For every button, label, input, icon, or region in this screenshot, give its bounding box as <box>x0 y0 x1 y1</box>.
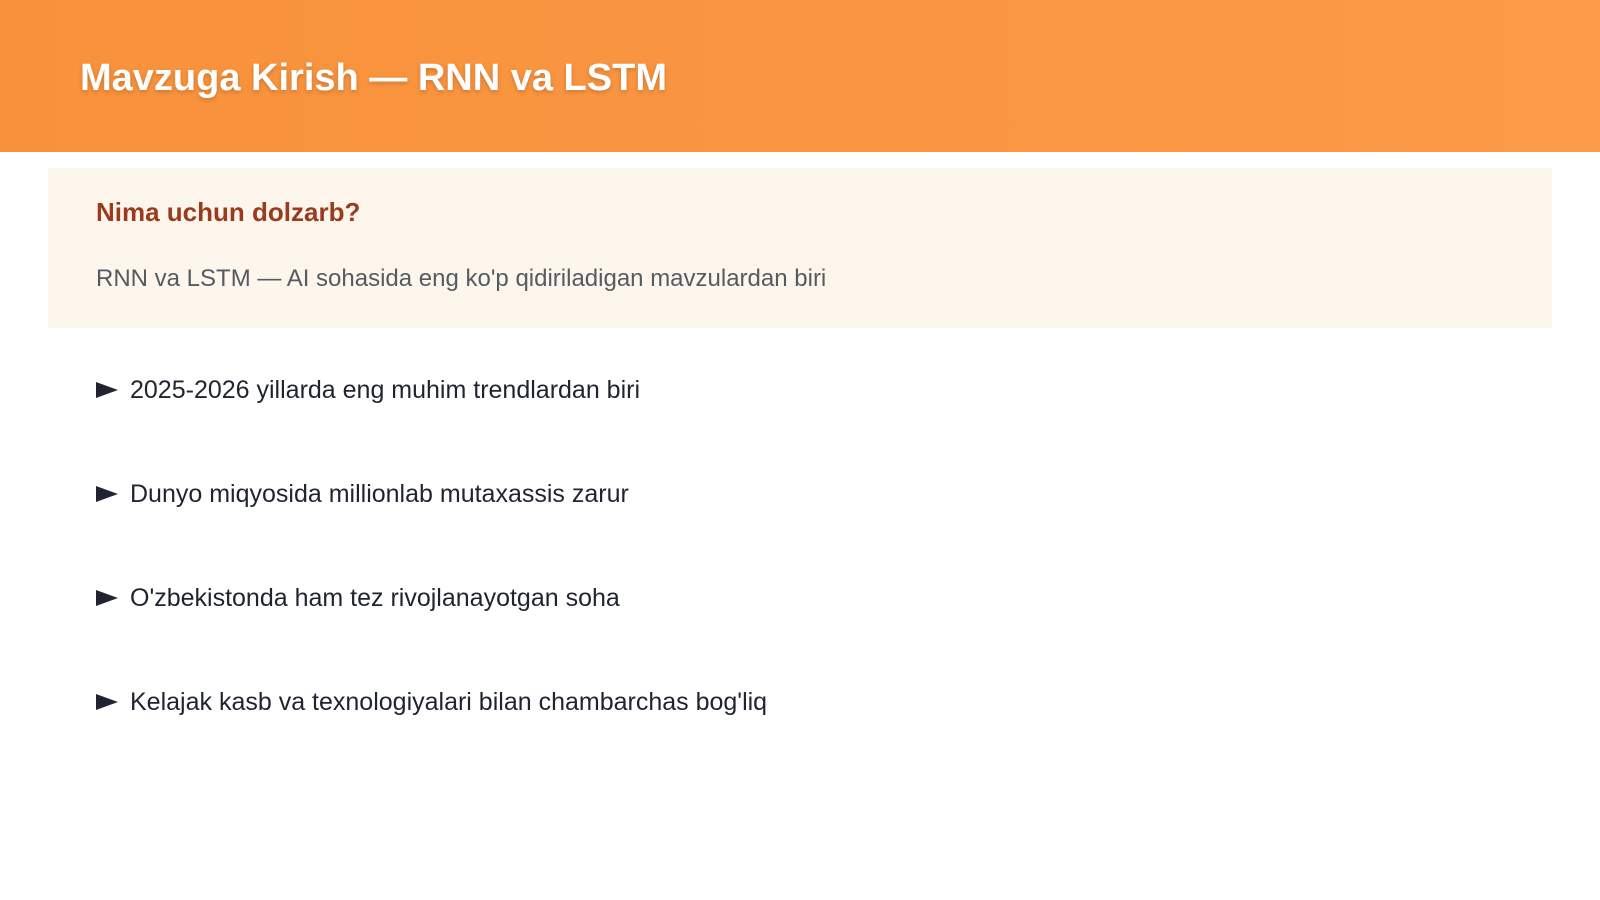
bullet-text: Kelajak kasb va texnologiyalari bilan chambarchas bog'liq <box>130 688 768 716</box>
slide-title: Mavzuga Kirish — RNN va LSTM <box>80 57 667 99</box>
callout-box <box>48 168 1552 328</box>
bullet-text: Dunyo miqyosida millionlab mutaxassis zarur <box>130 480 629 508</box>
play-triangle-icon <box>96 590 118 606</box>
callout-title: Nima uchun dolzarb? <box>96 197 361 227</box>
bullet-text: O'zbekistonda ham tez rivojlanayotgan soha <box>130 584 620 612</box>
slide-header <box>0 0 1600 152</box>
play-triangle-icon <box>96 382 118 398</box>
callout-text: RNN va LSTM — AI sohasida eng ko'p qidiriladigan mavzulardan biri <box>96 265 827 292</box>
bullet-text: 2025-2026 yillarda eng muhim trendlardan biri <box>130 376 641 404</box>
play-triangle-icon <box>96 486 118 502</box>
play-triangle-icon <box>96 694 118 710</box>
